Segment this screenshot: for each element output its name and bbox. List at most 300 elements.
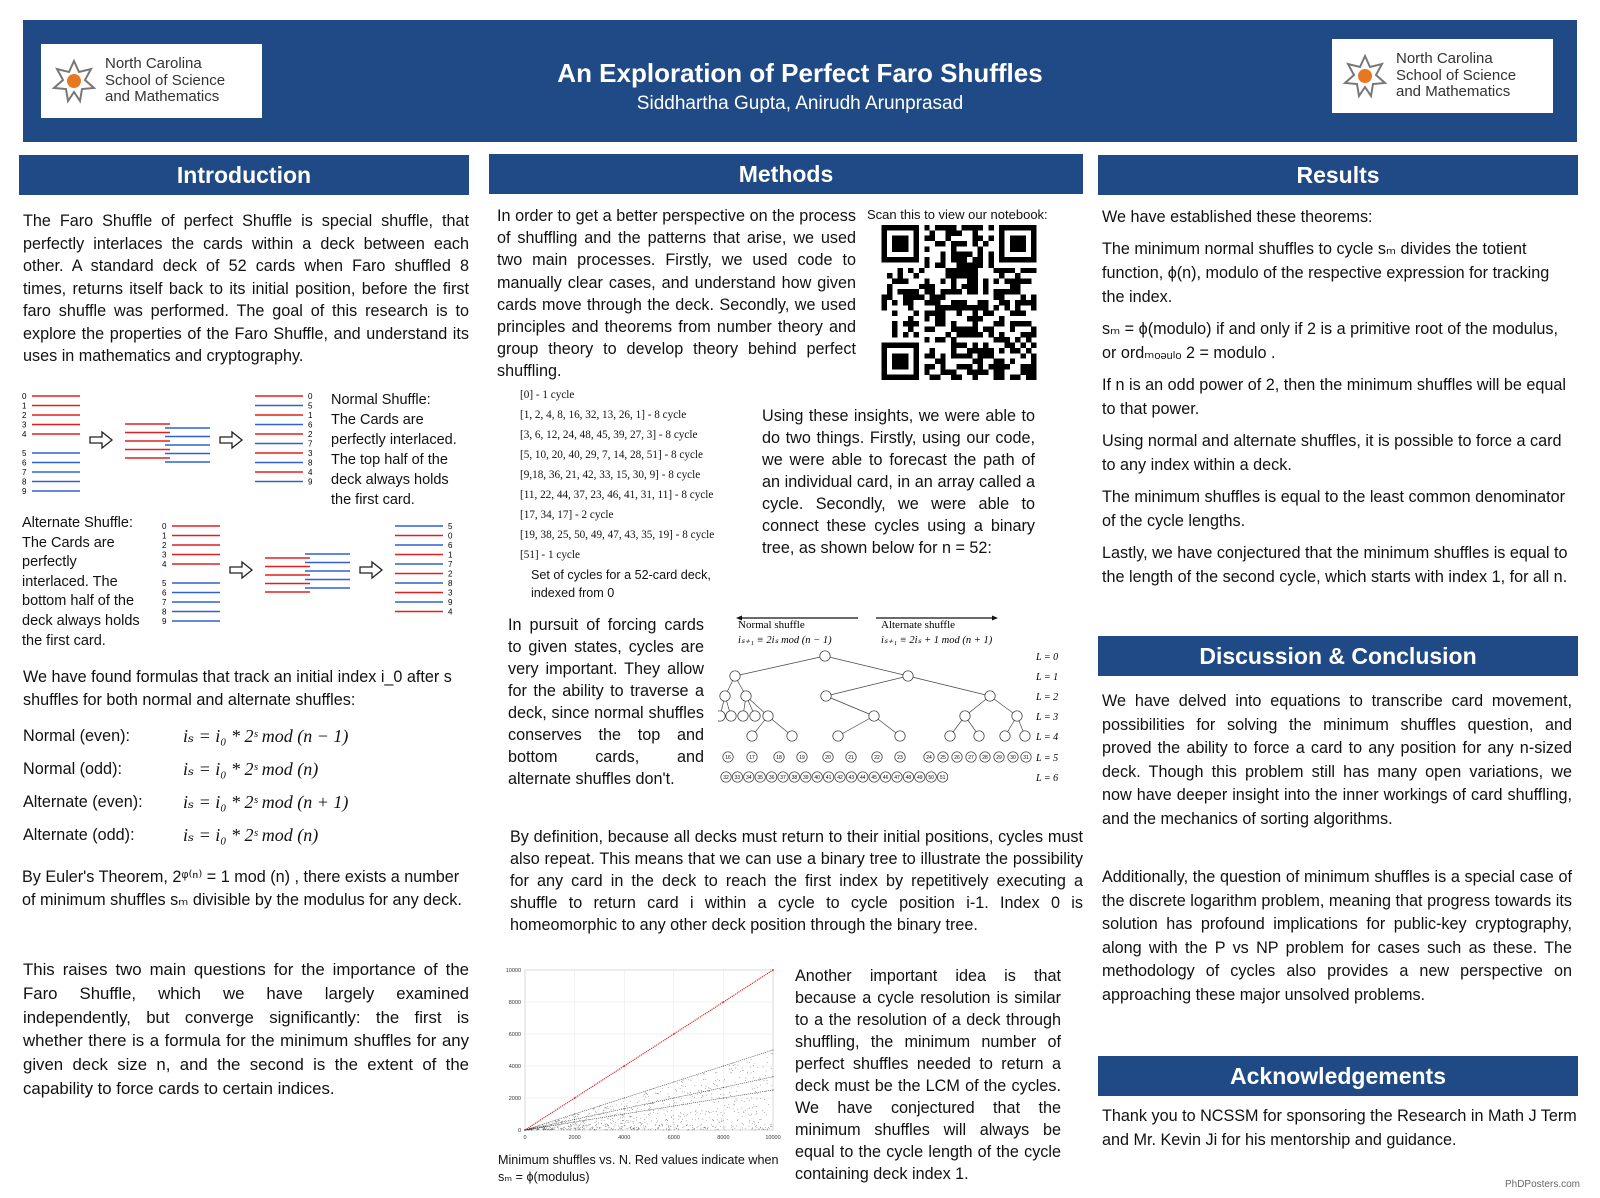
results-item: The minimum shuffles is equal to the least common denominator of the cycle lengths.	[1102, 488, 1566, 530]
scatter-point	[694, 1085, 695, 1086]
scatter-point	[594, 1108, 595, 1109]
scatter-point	[754, 1063, 755, 1064]
intro-paragraph: The Faro Shuffle of perfect Shuffle is special shuffle, that perfectly interlaces the cards within a deck between each other. A standard deck of 52 cards when Faro shuffled 8 times, returns itself back to its initial position, before the first faro shuffle was performed. The goal of this research is to explore the properties of the Faro Shuffle, and understand its uses in mathematics and cryptography.	[23, 212, 469, 365]
scatter-point	[738, 1112, 739, 1113]
normal-shuffle-diagram	[20, 392, 320, 500]
scatter-point	[650, 1113, 651, 1114]
scatter-point	[607, 1106, 608, 1107]
scatter-point	[640, 1122, 641, 1123]
results-item: sₘ = ϕ(modulo) if and only if 2 is a primitive root of the modulus, or ordₘₒₔᵤₗₒ 2 = modulo .	[1102, 320, 1558, 362]
scatter-point	[563, 1129, 564, 1130]
alternate-shuffle-diagram	[160, 522, 470, 630]
scatter-point	[631, 1108, 632, 1109]
scatter-point	[599, 1127, 600, 1128]
scatter-point	[561, 1129, 562, 1130]
scatter-point	[731, 1125, 732, 1126]
tree-level-label: L = 0	[1036, 652, 1059, 663]
scatter-point	[657, 1120, 658, 1121]
tree-node-label: 30	[1010, 755, 1016, 761]
scatter-point	[561, 1129, 562, 1130]
scatter-point	[663, 1110, 664, 1111]
scatter-point	[688, 1079, 689, 1080]
scatter-point	[591, 1128, 592, 1129]
tree-node-label: 47	[894, 775, 900, 781]
card-index-label: 6	[448, 541, 453, 550]
scatter-point	[616, 1105, 617, 1106]
scatter-point	[596, 1129, 597, 1130]
chart-data-point	[574, 1119, 575, 1120]
scatter-point	[571, 1125, 572, 1126]
scatter-point	[606, 1114, 607, 1115]
formula-expression: iₛ = i₀ * 2ˢ mod (n)	[183, 825, 319, 845]
scatter-point	[657, 1100, 658, 1101]
scatter-point	[596, 1127, 597, 1128]
scatter-point	[646, 1117, 647, 1118]
formula-row	[23, 819, 469, 852]
scatter-point	[584, 1123, 585, 1124]
scatter-point	[610, 1106, 611, 1107]
scatter-point	[744, 1112, 745, 1113]
scatter-point	[588, 1125, 589, 1126]
card-index-label: 7	[22, 468, 27, 477]
card-index-label: 3	[162, 550, 167, 560]
scatter-point	[767, 1062, 768, 1063]
scatter-point	[532, 1128, 533, 1129]
tree-node-label: 40	[814, 775, 820, 781]
scatter-point	[701, 1125, 702, 1126]
tree-node	[895, 731, 905, 741]
methods-paragraph-4: By definition, because all decks must return to their initial positions, cycles must also repeat. This means that we can use a binary tree to illustrate the possibility for any card in the deck to reach the first index by repetitively executing a shuffle to return card i within a cycle to cycle position i-1. Index 0 is homeomorphic to any other deck position through the binary tree.	[510, 828, 1083, 934]
scatter-point	[668, 1127, 669, 1128]
scatter-point	[728, 1104, 729, 1105]
scatter-point	[704, 1127, 705, 1128]
tree-node	[1012, 711, 1022, 721]
scatter-point	[629, 1122, 630, 1123]
scatter-point	[606, 1129, 607, 1130]
scatter-point	[697, 1112, 698, 1113]
scatter-point	[730, 1092, 731, 1093]
card-index-label: 9	[162, 617, 167, 626]
scatter-point	[609, 1127, 610, 1128]
scatter-point	[575, 1116, 576, 1117]
scatter-point	[653, 1110, 654, 1111]
scatter-point	[651, 1121, 652, 1122]
scatter-point	[561, 1128, 562, 1129]
scatter-point	[698, 1118, 699, 1119]
scatter-point	[636, 1120, 637, 1121]
phdposters-logo: PhDPosters.com	[1504, 1179, 1580, 1190]
chart-data-point	[624, 1108, 625, 1109]
y-tick-label: 8000	[508, 1000, 521, 1006]
scatter-point	[592, 1127, 593, 1128]
scatter-point	[534, 1127, 535, 1128]
scatter-point	[676, 1091, 677, 1092]
scatter-point	[649, 1106, 650, 1107]
scatter-point	[673, 1122, 674, 1123]
scatter-point	[730, 1095, 731, 1096]
scatter-point	[564, 1127, 565, 1128]
scatter-point	[671, 1116, 672, 1117]
scatter-point	[578, 1127, 579, 1128]
scatter-point	[549, 1123, 550, 1124]
scatter-point	[542, 1127, 543, 1128]
scatter-point	[692, 1127, 693, 1128]
scatter-point	[666, 1124, 667, 1125]
min-shuffles-scatter-chart	[497, 962, 787, 1150]
scatter-point	[766, 1115, 767, 1116]
scatter-point	[706, 1095, 707, 1096]
scatter-point	[584, 1126, 585, 1127]
scatter-point	[586, 1116, 587, 1117]
scatter-point	[737, 1109, 738, 1110]
scatter-point	[645, 1092, 646, 1093]
scatter-point	[639, 1129, 640, 1130]
scatter-point	[652, 1128, 653, 1129]
scatter-point	[575, 1130, 576, 1131]
tree-node-label: 31	[1023, 755, 1029, 761]
chart-data-point	[723, 1066, 724, 1067]
scatter-point	[623, 1120, 624, 1121]
scatter-point	[727, 1119, 728, 1120]
tree-node-label: 44	[860, 775, 866, 781]
cycle-item: [51] - 1 cycle	[520, 549, 580, 561]
scatter-point	[660, 1109, 661, 1110]
scatter-point	[601, 1127, 602, 1128]
scatter-point	[743, 1112, 744, 1113]
card-index-label: 0	[22, 392, 27, 401]
scatter-point	[750, 1115, 751, 1116]
scatter-point	[717, 1129, 718, 1130]
scatter-point	[531, 1129, 532, 1130]
scatter-point	[763, 1067, 764, 1068]
scatter-point	[680, 1112, 681, 1113]
scatter-point	[538, 1129, 539, 1130]
scatter-point	[648, 1129, 649, 1130]
scatter-point	[687, 1093, 688, 1094]
scatter-point	[537, 1128, 538, 1129]
tree-level-label: L = 4	[1036, 732, 1059, 743]
scatter-point	[716, 1111, 717, 1112]
scatter-point	[639, 1122, 640, 1123]
scatter-point	[612, 1106, 613, 1107]
scatter-point	[721, 1121, 722, 1122]
scatter-point	[556, 1122, 557, 1123]
scatter-point	[560, 1125, 561, 1126]
scatter-point	[678, 1128, 679, 1129]
scatter-point	[735, 1064, 736, 1065]
scatter-point	[695, 1119, 696, 1120]
results-item: We have established these theorems:	[1102, 208, 1373, 226]
scatter-point	[744, 1101, 745, 1102]
x-tick-label: 8000	[717, 1135, 730, 1141]
scatter-point	[733, 1126, 734, 1127]
tree-edge	[838, 716, 874, 736]
scatter-point	[688, 1130, 689, 1131]
scatter-point	[666, 1119, 667, 1120]
scatter-point	[569, 1127, 570, 1128]
scatter-point	[751, 1059, 752, 1060]
scatter-point	[703, 1129, 704, 1130]
scatter-point	[690, 1095, 691, 1096]
scatter-point	[719, 1098, 720, 1099]
scatter-point	[622, 1127, 623, 1128]
chart-data-point	[624, 1114, 625, 1115]
scatter-point	[658, 1093, 659, 1094]
scatter-point	[674, 1129, 675, 1130]
x-tick-label: 10000	[765, 1135, 781, 1141]
scatter-point	[643, 1096, 644, 1097]
scatter-point	[689, 1129, 690, 1130]
scatter-point	[647, 1094, 648, 1095]
tree-node-label: 45	[871, 775, 877, 781]
scatter-point	[753, 1071, 754, 1072]
y-tick-label: 10000	[505, 968, 521, 974]
scatter-point	[631, 1126, 632, 1127]
card-index-label: 2	[448, 569, 453, 579]
scatter-point	[686, 1121, 687, 1122]
scatter-point	[589, 1125, 590, 1126]
scatter-point	[713, 1102, 714, 1103]
scatter-point	[678, 1115, 679, 1116]
scatter-point	[648, 1114, 649, 1115]
scatter-point	[731, 1073, 732, 1074]
tree-node-label: 20	[825, 755, 831, 761]
scatter-point	[630, 1101, 631, 1102]
card-index-label: 5	[308, 401, 313, 411]
scatter-point	[732, 1070, 733, 1071]
scatter-point	[702, 1095, 703, 1096]
scatter-point	[708, 1111, 709, 1112]
scatter-point	[717, 1086, 718, 1087]
scatter-point	[756, 1099, 757, 1100]
scatter-point	[596, 1120, 597, 1121]
scatter-point	[683, 1086, 684, 1087]
scatter-point	[762, 1128, 763, 1129]
scatter-point	[765, 1127, 766, 1128]
scatter-point	[526, 1129, 527, 1130]
scatter-point	[666, 1119, 667, 1120]
scatter-point	[681, 1098, 682, 1099]
scatter-point	[724, 1128, 725, 1129]
notebook-qr-code[interactable]	[879, 225, 1039, 380]
scatter-point	[546, 1128, 547, 1129]
scatter-point	[759, 1129, 760, 1130]
scatter-point	[611, 1129, 612, 1130]
scatter-point	[547, 1130, 548, 1131]
scatter-point	[724, 1113, 725, 1114]
scatter-point	[549, 1129, 550, 1130]
scatter-point	[764, 1080, 765, 1081]
scatter-point	[735, 1068, 736, 1069]
scatter-point	[630, 1127, 631, 1128]
tree-node	[869, 711, 879, 721]
scatter-point	[719, 1080, 720, 1081]
scatter-point	[644, 1099, 645, 1100]
scatter-point	[741, 1100, 742, 1101]
scatter-point	[578, 1127, 579, 1128]
scatter-point	[543, 1129, 544, 1130]
scatter-point	[718, 1130, 719, 1131]
scatter-point	[680, 1100, 681, 1101]
scatter-point	[753, 1104, 754, 1105]
scatter-point	[720, 1094, 721, 1095]
tree-node	[945, 731, 955, 741]
scatter-point	[673, 1100, 674, 1101]
tree-level-label: L = 2	[1036, 692, 1059, 703]
scatter-point	[668, 1094, 669, 1095]
ncssm-logo-right	[1332, 39, 1553, 113]
scatter-point	[608, 1125, 609, 1126]
scatter-point	[681, 1081, 682, 1082]
scatter-point	[771, 1126, 772, 1127]
scatter-point	[681, 1113, 682, 1114]
scatter-point	[684, 1116, 685, 1117]
tree-node-label: 24	[926, 755, 932, 761]
scatter-point	[677, 1126, 678, 1127]
scatter-point	[742, 1108, 743, 1109]
scatter-point	[704, 1074, 705, 1075]
results-heading: Results	[1098, 155, 1578, 195]
scatter-point	[678, 1130, 679, 1131]
scatter-point	[594, 1109, 595, 1110]
scatter-point	[705, 1114, 706, 1115]
scatter-point	[690, 1106, 691, 1107]
scatter-point	[772, 1053, 773, 1054]
scatter-point	[724, 1095, 725, 1096]
scatter-point	[668, 1097, 669, 1098]
scatter-point	[752, 1129, 753, 1130]
scatter-point	[718, 1108, 719, 1109]
tree-node-label: 21	[848, 755, 854, 761]
scatter-point	[655, 1093, 656, 1094]
scatter-point	[749, 1101, 750, 1102]
results-item: The minimum normal shuffles to cycle sₘ divides the totient function, ϕ(n), modulo of the respective expression for tracking the index.	[1102, 240, 1550, 306]
scatter-point	[644, 1126, 645, 1127]
scatter-point	[599, 1106, 600, 1107]
scatter-point	[698, 1091, 699, 1092]
scatter-point	[640, 1118, 641, 1119]
scatter-point	[757, 1087, 758, 1088]
scatter-point	[703, 1096, 704, 1097]
scatter-point	[576, 1128, 577, 1129]
card-index-label: 2	[22, 411, 27, 420]
scatter-point	[705, 1127, 706, 1128]
scatter-point	[675, 1089, 676, 1090]
formula-label: Alternate (odd):	[23, 826, 135, 844]
scatter-point	[759, 1078, 760, 1079]
scatter-point	[668, 1130, 669, 1131]
chart-data-point	[673, 1106, 674, 1107]
scatter-point	[606, 1107, 607, 1108]
scatter-point	[576, 1124, 577, 1125]
tree-node	[1020, 731, 1030, 741]
scatter-point	[701, 1085, 702, 1086]
tree-node	[960, 711, 970, 721]
scatter-point	[632, 1129, 633, 1130]
scatter-point	[607, 1125, 608, 1126]
scatter-point	[703, 1127, 704, 1128]
tree-node	[738, 711, 748, 721]
scatter-point	[755, 1130, 756, 1131]
card-index-label: 5	[162, 579, 167, 588]
scatter-point	[598, 1109, 599, 1110]
formula-label: Normal (odd):	[23, 760, 122, 778]
scatter-point	[604, 1111, 605, 1112]
scatter-point	[621, 1104, 622, 1105]
chart-data-point	[673, 1082, 674, 1083]
scatter-point	[613, 1129, 614, 1130]
scatter-point	[715, 1130, 716, 1131]
scatter-point	[633, 1128, 634, 1129]
scatter-point	[697, 1127, 698, 1128]
scatter-point	[747, 1073, 748, 1074]
scatter-point	[723, 1126, 724, 1127]
scatter-point	[751, 1073, 752, 1074]
tree-alternate-formula: iₛ₊₁ ≡ 2iₛ + 1 mod (n + 1)	[881, 635, 993, 646]
scatter-point	[768, 1127, 769, 1128]
scatter-point	[642, 1123, 643, 1124]
tree-node-label: 36	[768, 775, 775, 781]
scatter-point	[615, 1129, 616, 1130]
scatter-point	[574, 1117, 575, 1118]
scatter-point	[655, 1130, 656, 1131]
cycle-list	[520, 385, 745, 565]
euler-theorem-text: By Euler's Theorem, 2ᵠ⁽ⁿ⁾ = 1 mod (n) , there exists a number of minimum shuffles sₘ divisible by the modulus for any deck.	[22, 868, 462, 909]
scatter-point	[596, 1112, 597, 1113]
scatter-point	[707, 1128, 708, 1129]
scatter-point	[753, 1121, 754, 1122]
cycles-caption: Set of cycles for a 52-card deck, indexed from 0	[531, 568, 711, 600]
results-item: If n is an odd power of 2, then the minimum shuffles will be equal to that power.	[1102, 376, 1566, 418]
scatter-point	[720, 1122, 721, 1123]
scatter-point	[724, 1105, 725, 1106]
scatter-point	[747, 1098, 748, 1099]
scatter-point	[714, 1084, 715, 1085]
scatter-point	[622, 1130, 623, 1131]
scatter-point	[755, 1126, 756, 1127]
arrow-right-icon	[360, 562, 382, 578]
scatter-point	[735, 1082, 736, 1083]
scatter-point	[677, 1125, 678, 1126]
scatter-point	[758, 1067, 759, 1068]
formula-intro: We have found formulas that track an initial index i_0 after s shuffles for both normal and alternate shuffles:	[23, 668, 452, 709]
scatter-point	[631, 1116, 632, 1117]
scatter-point	[637, 1129, 638, 1130]
scatter-point	[722, 1115, 723, 1116]
scatter-point	[595, 1130, 596, 1131]
results-list	[1102, 205, 1572, 597]
scatter-point	[756, 1106, 757, 1107]
scatter-point	[573, 1124, 574, 1125]
scatter-point	[562, 1128, 563, 1129]
scatter-point	[733, 1108, 734, 1109]
results-item: Using normal and alternate shuffles, it is possible to force a card to any index within a deck.	[1102, 432, 1562, 474]
scatter-point	[559, 1120, 560, 1121]
scatter-point	[634, 1121, 635, 1122]
intro-closing-paragraph: This raises two main questions for the importance of the Faro Shuffle, which we have largely examined independently, but converge significantly: the first is whether there is a formula for the minimum shuffles for any given deck size n, and the second is the extent of the capability to force cards to certain indices.	[23, 960, 469, 1098]
scatter-point	[717, 1120, 718, 1121]
binary-tree-diagram	[718, 612, 1078, 802]
scatter-point	[711, 1112, 712, 1113]
scatter-point	[660, 1091, 661, 1092]
x-tick-label: 6000	[667, 1135, 680, 1141]
scatter-point	[630, 1121, 631, 1122]
tree-node	[787, 731, 797, 741]
card-index-label: 7	[448, 560, 453, 569]
scatter-point	[624, 1110, 625, 1111]
scatter-point	[647, 1104, 648, 1105]
scatter-point	[610, 1119, 611, 1120]
